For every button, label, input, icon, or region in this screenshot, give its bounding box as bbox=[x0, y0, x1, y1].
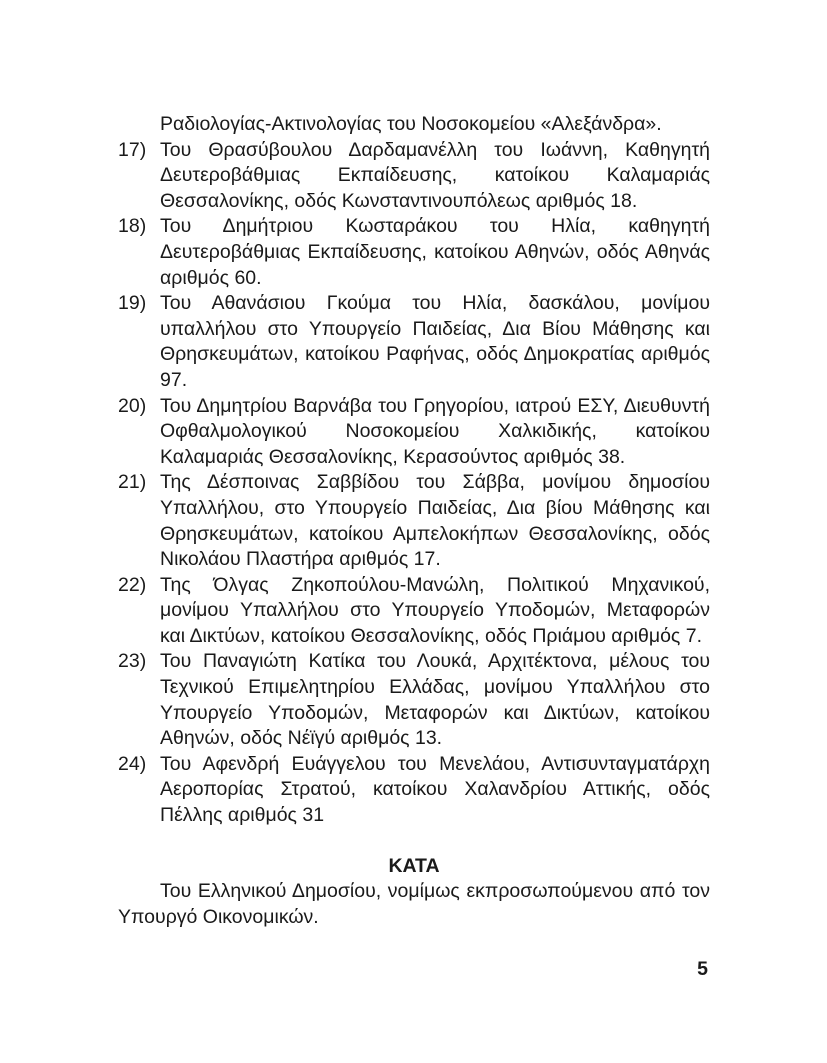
list-item bbox=[118, 649, 710, 751]
list-item-number: 21) bbox=[118, 471, 147, 494]
list-item-text: Της Όλγας Ζηκοπούλου-Μανώλη, Πολιτικού Μηχανικού, μονίμου Υπαλλήλου στο Υπουργείο Υποδομών, Μεταφορών και Δικτύων, κατοίκου Θεσσαλονίκης, οδός Πριάμου αριθμός 7. bbox=[160, 573, 710, 647]
page-number: 5 bbox=[697, 958, 708, 980]
list-item-text: Του Δημητρίου Βαρνάβα του Γρηγορίου, ιατρού ΕΣΥ, Διευθυντή Οφθαλμολογικού Νοσοκομείου Χαλκιδικής, κατοίκου Καλαμαριάς Θεσσαλονίκης, Κερασούντος αριθμός 38. bbox=[160, 394, 710, 468]
list-item-text: Του Δημήτριου Κωσταράκου του Ηλία, καθηγητή Δευτεροβάθμιας Εκπαίδευσης, κατοίκου Αθηνών, οδός Αθηνάς αριθμός 60. bbox=[160, 215, 710, 289]
document-page bbox=[118, 112, 710, 930]
list-item bbox=[118, 214, 710, 291]
list-item-text: Του Παναγιώτη Κατίκα του Λουκά, Αρχιτέκτονα, μέλους του Τεχνικού Επιμελητηρίου Ελλάδας, μονίμου Υπαλλήλου στο Υπουργείο Υποδομών, Μεταφορών και Δικτύων, κατοίκου Αθηνών, οδός Νέϊγύ αριθμός 13. bbox=[160, 650, 710, 750]
section-heading: ΚΑΤΑ bbox=[388, 854, 440, 877]
list-item bbox=[118, 291, 710, 393]
list-item bbox=[118, 752, 710, 829]
list-item-text: Του Θρασύβουλου Δαρδαμανέλλη του Ιωάννη, Καθηγητή Δευτεροβάθμιας Εκπαίδευσης, κατοίκου Καλαμαριάς Θεσσαλονίκης, οδός Κωνσταντινουπόλεως αριθμός 18. bbox=[160, 138, 710, 212]
list-item-text: Της Δέσποινας Σαββίδου του Σάββα, μονίμου δημοσίου Υπαλλήλου, στο Υπουργείο Παιδείας, Δια βίου Μάθησης και Θρησκευμάτων, κατοίκου Αμπελοκήπων Θεσσαλονίκης, οδός Νικολάου Πλαστήρα αριθμός 17. bbox=[160, 471, 710, 571]
party-list bbox=[118, 138, 710, 829]
list-item bbox=[118, 573, 710, 650]
closing-paragraph: Του Ελληνικού Δημοσίου, νομίμως εκπροσωπούμενου από τον Υπουργό Οικονομικών. bbox=[118, 880, 710, 928]
list-item-text: Του Αθανάσιου Γκούμα του Ηλία, δασκάλου, μονίμου υπαλλήλου στο Υπουργείο Παιδείας, Δια Βίου Μάθησης και Θρησκευμάτων, κατοίκου Ραφήνας, οδός Δημοκρατίας αριθμός 97. bbox=[160, 292, 710, 391]
list-item bbox=[118, 470, 710, 572]
list-item-number: 24) bbox=[118, 752, 147, 775]
list-item-number: 22) bbox=[118, 573, 147, 596]
list-item-number: 23) bbox=[118, 650, 147, 673]
list-item-number: 19) bbox=[118, 292, 147, 315]
list-item bbox=[118, 394, 710, 471]
continuation-paragraph: Ραδιολογίας-Ακτινολογίας του Νοσοκομείου «Αλεξάνδρα». bbox=[160, 113, 662, 135]
list-item-text: Του Αφενδρή Ευάγγελου του Μενελάου, Αντισυνταγματάρχη Αεροπορίας Στρατού, κατοίκου Χαλανδρίου Αττικής, οδός Πέλλης αριθμός 31 bbox=[160, 752, 710, 827]
list-item-number: 20) bbox=[118, 394, 147, 417]
list-item bbox=[118, 138, 710, 215]
list-item-number: 18) bbox=[118, 215, 147, 238]
list-item-number: 17) bbox=[118, 138, 147, 161]
